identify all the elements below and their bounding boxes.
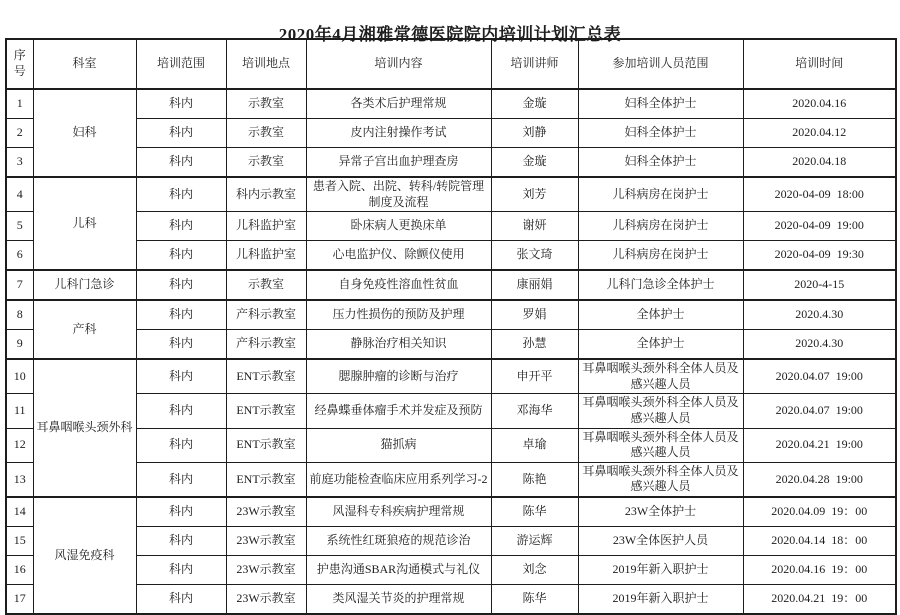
location-cell: ENT示教室	[226, 394, 306, 428]
location-cell: 23W示教室	[226, 497, 306, 527]
serial-cell: 11	[6, 394, 33, 428]
scope-cell: 科内	[136, 177, 226, 212]
serial-cell: 4	[6, 177, 33, 212]
serial-cell: 13	[6, 462, 33, 497]
header-content: 培训内容	[306, 39, 491, 89]
participants-cell: 妇科全体护士	[578, 148, 743, 178]
content-cell: 静脉治疗相关知识	[306, 330, 491, 360]
serial-cell: 3	[6, 148, 33, 178]
participants-cell: 全体护士	[578, 300, 743, 330]
table-row	[6, 300, 896, 330]
instructor-cell: 卓瑜	[491, 428, 578, 462]
location-cell: 23W示教室	[226, 526, 306, 555]
content-cell: 腮腺肿瘤的诊断与治疗	[306, 359, 491, 394]
department-cell: 耳鼻咽喉头颈外科	[33, 359, 136, 497]
department-cell: 儿科	[33, 177, 136, 270]
participants-cell: 2019年新入职护士	[578, 584, 743, 614]
table-row	[6, 497, 896, 527]
header-instructor: 培训讲师	[491, 39, 578, 89]
header-participants: 参加培训人员范围	[578, 39, 743, 89]
serial-cell: 10	[6, 359, 33, 394]
table-row	[6, 462, 896, 497]
scope-cell: 科内	[136, 212, 226, 241]
scope-cell: 科内	[136, 394, 226, 428]
department-cell: 风湿免疫科	[33, 497, 136, 614]
serial-cell: 6	[6, 241, 33, 271]
instructor-cell: 邓海华	[491, 394, 578, 428]
scope-cell: 科内	[136, 428, 226, 462]
department-cell: 妇科	[33, 89, 136, 177]
time-cell: 2020-04-09 19:30	[743, 241, 896, 271]
content-cell: 前庭功能检查临床应用系列学习-2	[306, 462, 491, 497]
content-cell: 压力性损伤的预防及护理	[306, 300, 491, 330]
location-cell: 23W示教室	[226, 555, 306, 584]
content-cell: 自身免疫性溶血性贫血	[306, 270, 491, 300]
scope-cell: 科内	[136, 526, 226, 555]
scope-cell: 科内	[136, 89, 226, 119]
header-row	[6, 39, 896, 89]
department-cell: 儿科门急诊	[33, 270, 136, 300]
content-cell: 护患沟通SBAR沟通模式与礼仪	[306, 555, 491, 584]
time-cell: 2020.04.09 19：00	[743, 497, 896, 527]
table-row	[6, 394, 896, 428]
instructor-cell: 金璇	[491, 148, 578, 178]
participants-cell: 妇科全体护士	[578, 119, 743, 148]
table-row	[6, 148, 896, 178]
instructor-cell: 罗娟	[491, 300, 578, 330]
serial-cell: 14	[6, 497, 33, 527]
time-cell: 2020.04.07 19:00	[743, 359, 896, 394]
instructor-cell: 刘静	[491, 119, 578, 148]
time-cell: 2020-04-09 18:00	[743, 177, 896, 212]
content-cell: 各类术后护理常规	[306, 89, 491, 119]
instructor-cell: 张文琦	[491, 241, 578, 271]
location-cell: ENT示教室	[226, 428, 306, 462]
instructor-cell: 陈华	[491, 584, 578, 614]
header-time: 培训时间	[743, 39, 896, 89]
department-cell: 产科	[33, 300, 136, 359]
serial-cell: 2	[6, 119, 33, 148]
instructor-cell: 孙慧	[491, 330, 578, 360]
time-cell: 2020.04.14 18：00	[743, 526, 896, 555]
location-cell: 儿科监护室	[226, 212, 306, 241]
content-cell: 系统性红斑狼疮的规范诊治	[306, 526, 491, 555]
content-cell: 皮内注射操作考试	[306, 119, 491, 148]
table-row	[6, 119, 896, 148]
location-cell: 23W示教室	[226, 584, 306, 614]
location-cell: 儿科监护室	[226, 241, 306, 271]
table-row	[6, 428, 896, 462]
table-row	[6, 89, 896, 119]
serial-cell: 9	[6, 330, 33, 360]
scope-cell: 科内	[136, 270, 226, 300]
header-location: 培训地点	[226, 39, 306, 89]
location-cell: 示教室	[226, 270, 306, 300]
serial-cell: 12	[6, 428, 33, 462]
table-row	[6, 359, 896, 394]
time-cell: 2020.04.12	[743, 119, 896, 148]
table-row	[6, 584, 896, 614]
time-cell: 2020.04.16 19：00	[743, 555, 896, 584]
time-cell: 2020.04.18	[743, 148, 896, 178]
time-cell: 2020.4.30	[743, 330, 896, 360]
training-plan-table	[5, 38, 897, 615]
time-cell: 2020.04.07 19:00	[743, 394, 896, 428]
participants-cell: 妇科全体护士	[578, 89, 743, 119]
scope-cell: 科内	[136, 555, 226, 584]
serial-cell: 5	[6, 212, 33, 241]
serial-cell: 16	[6, 555, 33, 584]
content-cell: 类风湿关节炎的护理常规	[306, 584, 491, 614]
time-cell: 2020.04.21 19：00	[743, 584, 896, 614]
instructor-cell: 申开平	[491, 359, 578, 394]
page-title: 2020年4月湘雅常德医院院内培训计划汇总表	[278, 25, 622, 44]
participants-cell: 23W全体医护人员	[578, 526, 743, 555]
scope-cell: 科内	[136, 241, 226, 271]
header-scope: 培训范围	[136, 39, 226, 89]
participants-cell: 耳鼻咽喉头颈外科全体人员及感兴趣人员	[578, 428, 743, 462]
location-cell: 产科示教室	[226, 300, 306, 330]
location-cell: 科内示教室	[226, 177, 306, 212]
serial-cell: 8	[6, 300, 33, 330]
table-row	[6, 212, 896, 241]
instructor-cell: 刘芳	[491, 177, 578, 212]
participants-cell: 全体护士	[578, 330, 743, 360]
header-department: 科室	[33, 39, 136, 89]
location-cell: 示教室	[226, 148, 306, 178]
instructor-cell: 金璇	[491, 89, 578, 119]
table-row	[6, 177, 896, 212]
table-row	[6, 526, 896, 555]
instructor-cell: 谢妍	[491, 212, 578, 241]
serial-cell: 7	[6, 270, 33, 300]
time-cell: 2020.04.21 19:00	[743, 428, 896, 462]
content-cell: 患者入院、出院、转科/转院管理制度及流程	[306, 177, 491, 212]
scope-cell: 科内	[136, 462, 226, 497]
instructor-cell: 陈华	[491, 497, 578, 527]
scope-cell: 科内	[136, 359, 226, 394]
participants-cell: 儿科病房在岗护士	[578, 212, 743, 241]
time-cell: 2020.4.30	[743, 300, 896, 330]
scope-cell: 科内	[136, 119, 226, 148]
serial-cell: 17	[6, 584, 33, 614]
table-row	[6, 555, 896, 584]
scope-cell: 科内	[136, 584, 226, 614]
scope-cell: 科内	[136, 330, 226, 360]
instructor-cell: 刘念	[491, 555, 578, 584]
time-cell: 2020-04-09 19:00	[743, 212, 896, 241]
participants-cell: 耳鼻咽喉头颈外科全体人员及感兴趣人员	[578, 359, 743, 394]
content-cell: 风湿科专科疾病护理常规	[306, 497, 491, 527]
serial-cell: 15	[6, 526, 33, 555]
time-cell: 2020.04.16	[743, 89, 896, 119]
participants-cell: 耳鼻咽喉头颈外科全体人员及感兴趣人员	[578, 462, 743, 497]
table-row	[6, 241, 896, 271]
participants-cell: 2019年新入职护士	[578, 555, 743, 584]
content-cell: 异常子宫出血护理查房	[306, 148, 491, 178]
participants-cell: 儿科病房在岗护士	[578, 177, 743, 212]
table-row	[6, 270, 896, 300]
content-cell: 心电监护仪、除颤仪使用	[306, 241, 491, 271]
scope-cell: 科内	[136, 497, 226, 527]
location-cell: ENT示教室	[226, 462, 306, 497]
time-cell: 2020-4-15	[743, 270, 896, 300]
content-cell: 卧床病人更换床单	[306, 212, 491, 241]
content-cell: 猫抓病	[306, 428, 491, 462]
location-cell: 示教室	[226, 119, 306, 148]
location-cell: ENT示教室	[226, 359, 306, 394]
participants-cell: 儿科病房在岗护士	[578, 241, 743, 271]
header-serial: 序号	[6, 39, 33, 89]
instructor-cell: 康丽娟	[491, 270, 578, 300]
content-cell: 经鼻蝶垂体瘤手术并发症及预防	[306, 394, 491, 428]
scope-cell: 科内	[136, 300, 226, 330]
instructor-cell: 陈艳	[491, 462, 578, 497]
instructor-cell: 游运辉	[491, 526, 578, 555]
participants-cell: 耳鼻咽喉头颈外科全体人员及感兴趣人员	[578, 394, 743, 428]
scope-cell: 科内	[136, 148, 226, 178]
participants-cell: 23W全体护士	[578, 497, 743, 527]
time-cell: 2020.04.28 19:00	[743, 462, 896, 497]
location-cell: 产科示教室	[226, 330, 306, 360]
participants-cell: 儿科门急诊全体护士	[578, 270, 743, 300]
location-cell: 示教室	[226, 89, 306, 119]
serial-cell: 1	[6, 89, 33, 119]
table-row	[6, 330, 896, 360]
